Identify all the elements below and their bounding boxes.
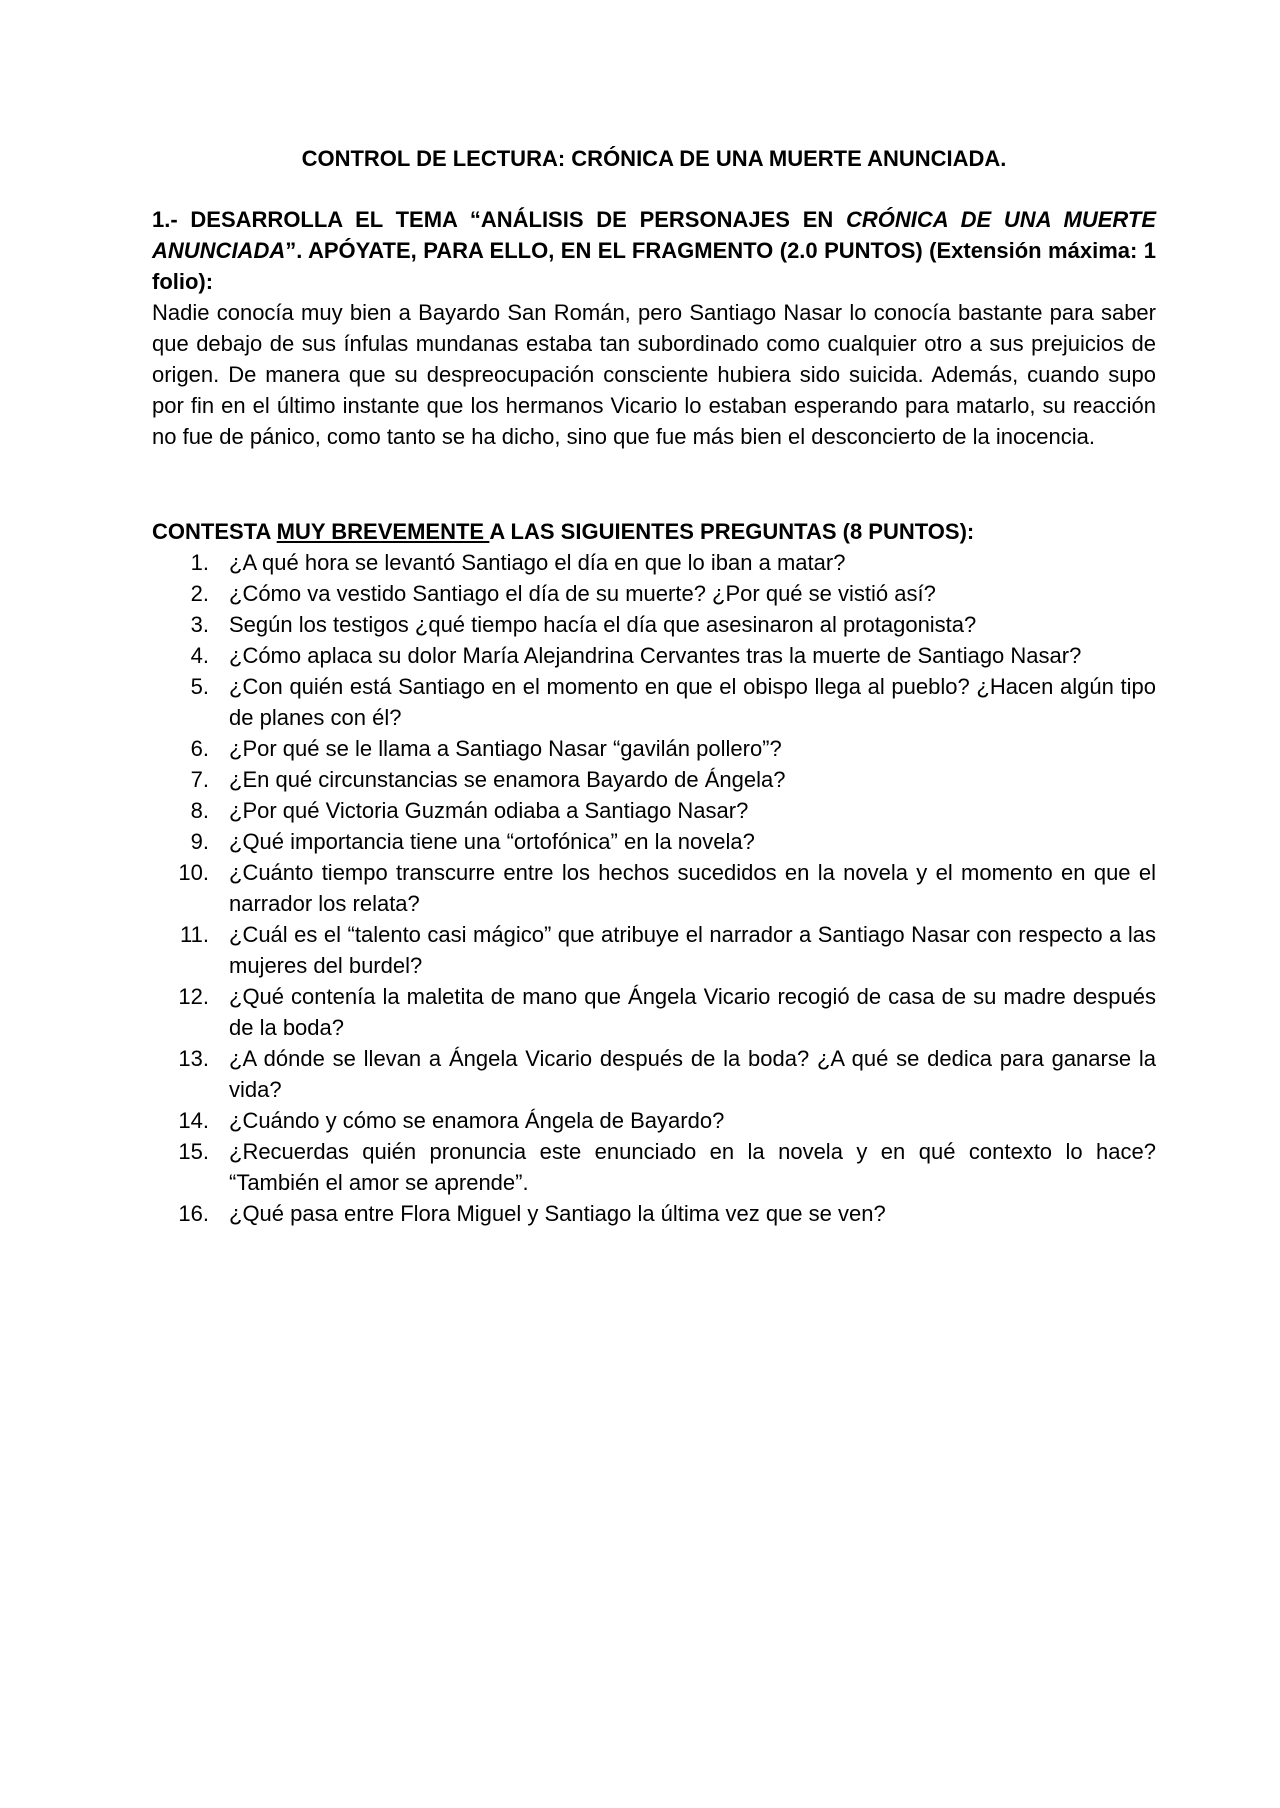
fragment-paragraph: Nadie conocía muy bien a Bayardo San Román, pero Santiago Nasar lo conocía bastante para saber que debajo de sus ínfulas mundanas estaba tan subordinado como cualquier otro a sus prejuicios de origen. De manera que su despreocupación consciente hubiera sido suicida. Además, cuando supo por fin en el último instante que los hermanos Vicario lo estaban esperando para matarlo, su reacción no fue de pánico, como tanto se ha dicho, sino que fue más bien el desconcierto de la inocencia. [152,300,1156,449]
question-item [152,826,1156,857]
question-number: 15. [178,1139,209,1164]
question-text: ¿Qué importancia tiene una “ortofónica” en la novela? [229,829,755,854]
question-number: 14. [178,1108,209,1133]
question-item [152,671,1156,733]
question-number: 13. [178,1046,209,1071]
question-item [152,1105,1156,1136]
question-number: 1. [190,550,209,575]
question-number: 3. [190,612,209,637]
section1-heading-end: ”. APÓYATE, PARA ELLO, EN EL FRAGMENTO (2.0 PUNTOS) (Extensión máxima: 1 folio): [152,238,1156,294]
question-text: ¿Cuándo y cómo se enamora Ángela de Bayardo? [229,1108,725,1133]
question-text: ¿Cuál es el “talento casi mágico” que atribuye el narrador a Santiago Nasar con respecto a las mujeres del burdel? [229,922,1156,978]
question-number: 4. [190,643,209,668]
question-number: 10. [178,860,209,885]
question-item [152,919,1156,981]
question-number: 7. [190,767,209,792]
document-page [152,143,1156,1229]
question-item [152,1198,1156,1229]
question-item [152,733,1156,764]
question-number: 2. [190,581,209,606]
question-item [152,547,1156,578]
section2-heading-underlined: MUY BREVEMENTE [276,519,490,544]
question-text: ¿Por qué Victoria Guzmán odiaba a Santiago Nasar? [229,798,749,823]
question-text: ¿En qué circunstancias se enamora Bayardo de Ángela? [229,767,786,792]
question-text: ¿A qué hora se levantó Santiago el día en que lo iban a matar? [229,550,846,575]
question-number: 12. [178,984,209,1009]
section1-heading-book-title: CRÓNICA DE UNA MUERTE ANUNCIADA [152,207,1156,263]
question-number: 11. [180,922,209,947]
section2-heading-start: CONTESTA [152,519,277,544]
question-item [152,609,1156,640]
question-item [152,1136,1156,1198]
question-number: 8. [190,798,209,823]
question-text: ¿Cómo va vestido Santiago el día de su muerte? ¿Por qué se vistió así? [229,581,936,606]
question-item [152,1043,1156,1105]
question-item [152,764,1156,795]
question-text: ¿Cómo aplaca su dolor María Alejandrina Cervantes tras la muerte de Santiago Nasar? [229,643,1082,668]
question-text: ¿Por qué se le llama a Santiago Nasar “gavilán pollero”? [229,736,782,761]
question-item [152,640,1156,671]
question-number: 6. [190,736,209,761]
questions-list [152,547,1156,1229]
section2-heading-end: A LAS SIGUIENTES PREGUNTAS (8 PUNTOS): [489,519,975,544]
question-text: ¿Cuánto tiempo transcurre entre los hechos sucedidos en la novela y el momento en que el narrador los relata? [229,860,1156,916]
question-number: 5. [190,674,209,699]
question-text: ¿Qué contenía la maletita de mano que Ángela Vicario recogió de casa de su madre después de la boda? [229,984,1156,1040]
question-text: ¿Qué pasa entre Flora Miguel y Santiago la última vez que se ven? [229,1201,886,1226]
question-text: ¿Recuerdas quién pronuncia este enunciado en la novela y en qué contexto lo hace? “También el amor se aprende”. [229,1139,1156,1195]
section1-heading-start: 1.- DESARROLLA EL TEMA “ANÁLISIS DE PERSONAJES EN [152,207,847,232]
question-number: 16. [178,1201,209,1226]
question-item [152,981,1156,1043]
section2-heading [152,516,1156,547]
question-item [152,857,1156,919]
question-item [152,578,1156,609]
question-item [152,795,1156,826]
question-number: 9. [190,829,209,854]
document-title: CONTROL DE LECTURA: CRÓNICA DE UNA MUERTE ANUNCIADA. [301,146,1007,171]
question-text: ¿Con quién está Santiago en el momento en que el obispo llega al pueblo? ¿Hacen algún tipo de planes con él? [229,674,1156,730]
question-text: Según los testigos ¿qué tiempo hacía el día que asesinaron al protagonista? [229,612,977,637]
question-text: ¿A dónde se llevan a Ángela Vicario después de la boda? ¿A qué se dedica para ganarse la vida? [229,1046,1156,1102]
section1-heading [152,204,1156,297]
